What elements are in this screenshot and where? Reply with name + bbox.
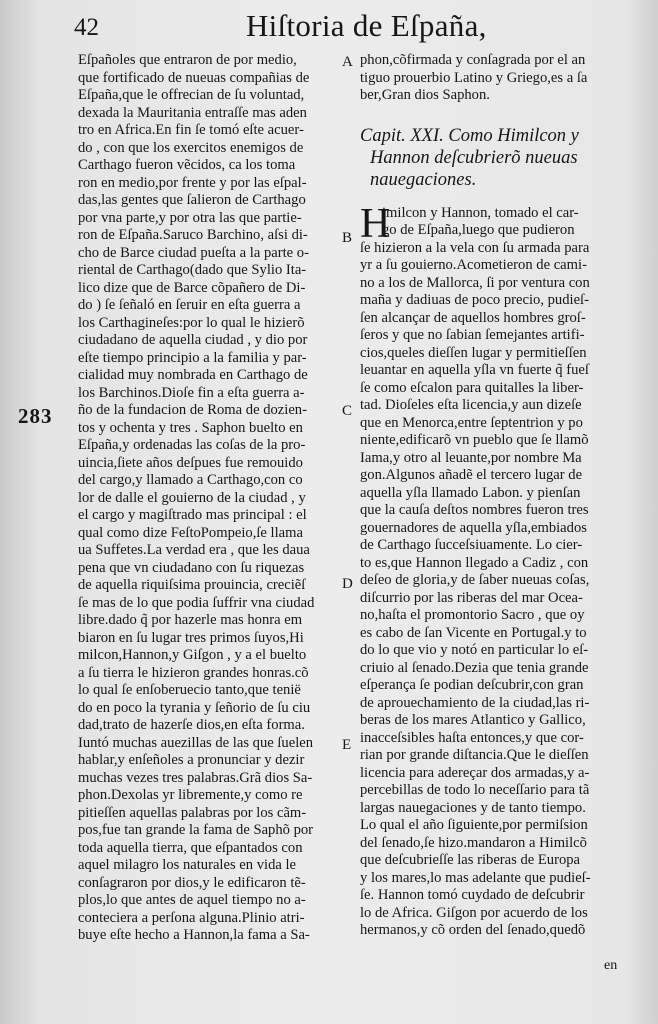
drop-capital: H: [360, 200, 391, 247]
text-line: yr a ſu gouierno.Acometieron de cami-: [360, 257, 587, 273]
text-line: ño de la fundacion de Roma de dozien-: [78, 402, 307, 418]
text-line: rian por grande diſtancia.Que le dieſſen: [360, 747, 589, 763]
text-line: conſagraron por dios,y le edificaron tẽ-: [78, 874, 306, 891]
text-line: lo de Africa. Giſgon por acuerdo de los: [360, 904, 588, 921]
text-line: del ſenado,ſe hizo.mandaron a Himilcõ: [360, 834, 587, 851]
text-line: plos,lo que antes de aquel tiempo no a-: [78, 892, 306, 908]
text-line: hablar,y enſeñoles a pronunciar y dezir: [78, 752, 305, 768]
text-line: do lo que vio y notó en particular lo eſ-: [360, 642, 589, 658]
text-line: los Carthagineſes:por lo qual le hizierõ: [78, 314, 305, 331]
chapter-body-text: [360, 200, 620, 940]
text-line: criuio al ſenado.Dezia que tenia grande: [360, 659, 589, 676]
text-line: conteciera a perſona alguna.Plinio atri-: [78, 909, 305, 926]
text-line: imilcon y Hannon, tomado el car-: [382, 204, 579, 221]
left-column: [78, 52, 340, 945]
text-line: percebillas de todo lo neceſſario para tã: [360, 782, 590, 798]
text-line: libre.dado q̃ por hazerle mas honra em: [78, 612, 303, 628]
text-line: eſte tiempo principio a la familia y par-: [78, 349, 307, 366]
text-line: phon.Dexolas yr libremente,y como re: [78, 787, 303, 803]
text-line: por vna parte,y por otra las que partie-: [78, 209, 302, 226]
text-line: milcon,Hannon,y Giſgon , y a el buelto: [78, 647, 307, 663]
text-line: y los mares,lo mas adelante que pudieſ-: [360, 869, 591, 886]
text-line: go de Eſpaña,luego que pudieron: [382, 222, 575, 238]
text-line: es cabo de ſan Vicente en Portugal.y to: [360, 624, 587, 641]
section-marker-a: A: [342, 54, 353, 70]
catchword: en: [604, 958, 618, 973]
text-line: toda aquella tierra, que eſpantados con: [78, 839, 303, 856]
text-line: pena que vn ciudadano con ſu riquezas: [78, 559, 305, 576]
section-marker-d: D: [342, 576, 353, 592]
text-line: to es,que Hannon llegado a Cadiz , con: [360, 554, 589, 571]
text-line: tad. Dioſeles eſta licencia,y aun dizeſe: [360, 397, 582, 413]
text-line: que fortificado de nueuas compañias de: [78, 69, 310, 86]
text-line: Iama,y otro al leuante,por nombre Ma: [360, 449, 582, 466]
text-line: largas nauegaciones y de tanto tiempo.: [360, 799, 586, 816]
text-line: do en poco la tyrania y ſeñorio de ſu ciu: [78, 699, 311, 716]
text-line: niente,edificarõ vn pueblo que ſe llamõ: [360, 432, 589, 448]
text-line: no a los de Mallorca, ſi por ventura con: [360, 274, 590, 291]
text-line: uincia,ſiete años deſpues fue remouido: [78, 454, 303, 471]
text-line: lo qual ſe enſoberuecio tanto,que tenië: [78, 682, 301, 698]
text-line: de aquella riquiſsima prouincia, creciẽſ: [78, 577, 306, 593]
text-line: no,haſta el promontorio Sacro , que oy: [360, 607, 585, 623]
text-line: cho de Barce ciudad pueſta a la parte o-: [78, 244, 309, 261]
text-line: Carthago fueron vẽcidos, ca los toma: [78, 157, 296, 173]
text-line: del cargo,y llamado a Carthago,con co: [78, 472, 303, 488]
text-line: Lo qual el año ſiguiente,por permiſsion: [360, 817, 588, 833]
text-line: de Carthago ſucceſsiuamente. Lo cier-: [360, 537, 583, 553]
text-line: ciudadano de aquella ciudad , y dio por: [78, 332, 308, 348]
text-line: ber,Gran dios Saphon.: [360, 87, 490, 103]
text-line: Eſpaña,que le offrecian de ſu voluntad,: [78, 87, 305, 103]
text-line: beras de los mares Atlantico y Gallico,: [360, 712, 586, 728]
text-line: ſe. Hannon tomó cuydado de deſcubrir: [360, 887, 585, 903]
chapter-heading-line: Hannon deſcubrierõ nueuas: [370, 147, 578, 168]
chapter-body: [360, 200, 620, 940]
text-line: pitieſſen aquellas palabras por los cãm-: [78, 804, 307, 821]
text-line: maña y dadiuas de poco precio, pudieſ-: [360, 292, 589, 308]
text-line: leuantar en aquella yſla vn fuerte q̃ fueſ: [360, 362, 589, 378]
text-line: diſcurrio por las riberas del mar Ocea-: [360, 589, 583, 606]
text-line: inacceſsibles haſta entonces,y que cor-: [360, 729, 584, 746]
text-line: tos y ochenta y tres . Saphon buelto en: [78, 419, 303, 436]
chapter-heading: [360, 125, 620, 191]
text-line: pos,fue tan grande la fama de Saphõ por: [78, 822, 314, 838]
text-line: hermanos,y cõ orden del ſenado,quedõ: [360, 922, 586, 938]
text-line: los Barchinos.Dioſe fin a eſta guerra a-: [78, 384, 305, 401]
right-column-continuation: [360, 52, 620, 105]
text-line: dad,trato de hazerſe dios,en eſta forma.: [78, 717, 305, 733]
margin-annotation: 283: [18, 404, 53, 428]
text-line: tro en Africa.En fin ſe tomó eſte acuer-: [78, 122, 304, 138]
text-line: tiguo prouerbio Latino y Griego,es a ſa: [360, 69, 588, 86]
text-line: das,las gentes que ſalieron de Carthago: [78, 192, 306, 208]
text-line: que en Menorca,entre ſeptentrion y po: [360, 414, 583, 431]
running-header-title: Hiſtoria de Eſpaña,: [246, 8, 487, 43]
text-line: deſeo de gloria,y de ſaber nueuas coſas,: [360, 572, 590, 588]
text-line: gon.Algunos añadẽ el tercero lugar de: [360, 467, 583, 483]
text-line: do ) ſe ſeñaló en ſeruir en eſta guerra a: [78, 297, 301, 313]
text-line: ſe como eſcalon para quitalles la liber-: [360, 379, 584, 396]
text-line: ſeros y que no ſabian ſemejantes artifi-: [360, 327, 585, 343]
section-marker-e: E: [342, 737, 352, 753]
text-line: de aprouechamiento de la ciudad,las ri-: [360, 694, 590, 711]
text-line: biaron en ſu lugar tres primos ſuyos,Hi: [78, 629, 304, 646]
text-line: que deſcubrieſſe las riberas de Europa: [360, 852, 581, 868]
text-line: ron en medio,por frente y por las eſpal-: [78, 174, 307, 191]
text-line: muchas vezes tres palabras.Grã dios Sa-: [78, 769, 313, 786]
text-line: ſe mas de lo que podia ſuffrir vna ciudad: [78, 594, 315, 611]
text-line: ua Suffetes.La verdad era , que les daua: [78, 542, 310, 558]
text-line: aquel milagro los naturales en vida le: [78, 857, 297, 873]
text-line: gouernadores de aquella yſla,embiados: [360, 519, 587, 536]
text-line: cios,queles dieſſen lugar y permitieſſen: [360, 344, 587, 361]
text-line: phon,cõfirmada y conſagrada por el an: [360, 52, 586, 68]
text-line: el cargo y magiſtrado mas principal : el: [78, 507, 307, 523]
text-line: cialidad muy nombrada en Carthago de: [78, 367, 308, 383]
text-line: Iuntó muchas auezillas de las que ſuelen: [78, 734, 314, 751]
section-marker-b: B: [342, 230, 353, 246]
text-line: buye eſte hecho a Hannon,la fama a Sa-: [78, 927, 310, 943]
text-line: a ſu tierra le hizieron grandes honras.cõ: [78, 664, 309, 681]
chapter-heading-line: nauegaciones.: [370, 169, 477, 190]
text-line: dexada la Mauritania entraſſe mas aden: [78, 104, 307, 121]
text-line: riental de Carthago(dado que Sylio Ita-: [78, 262, 307, 278]
text-line: Eſpañoles que entraron de por medio,: [78, 52, 297, 68]
text-line: ron de Eſpaña.Saruco Barchino, aſsi di-: [78, 227, 308, 243]
text-line: que la cauſa deſtos nombres fueron tres: [360, 502, 589, 518]
page-number: 42: [74, 14, 99, 41]
text-line: ſe hizieron a la vela con ſu armada para: [360, 239, 590, 256]
text-line: lor de dalle el gouierno de la ciudad , y: [78, 489, 306, 506]
text-line: Eſpaña,y ordenadas las coſas de la pro-: [78, 437, 306, 453]
right-column: [360, 52, 620, 940]
chapter-heading-line: Capit. XXI. Como Himilcon y: [360, 125, 579, 146]
text-line: qual como dize FeſtoPompeio,ſe llama: [78, 524, 303, 541]
text-line: lico dize que de Barce cõpañero de Di-: [78, 279, 306, 296]
text-line: ſen alcançar de aquellos hombres groſ-: [360, 309, 586, 326]
text-line: licencia para adereçar dos armadas,y a-: [360, 764, 590, 781]
section-marker-c: C: [342, 403, 353, 419]
text-line: do , con que los exercitos enemigos de: [78, 139, 304, 156]
text-line: eſperança ſe podian deſcubrir,con gran: [360, 677, 584, 693]
text-line: aquella yſla llamado Labon. y pienſan: [360, 484, 581, 501]
